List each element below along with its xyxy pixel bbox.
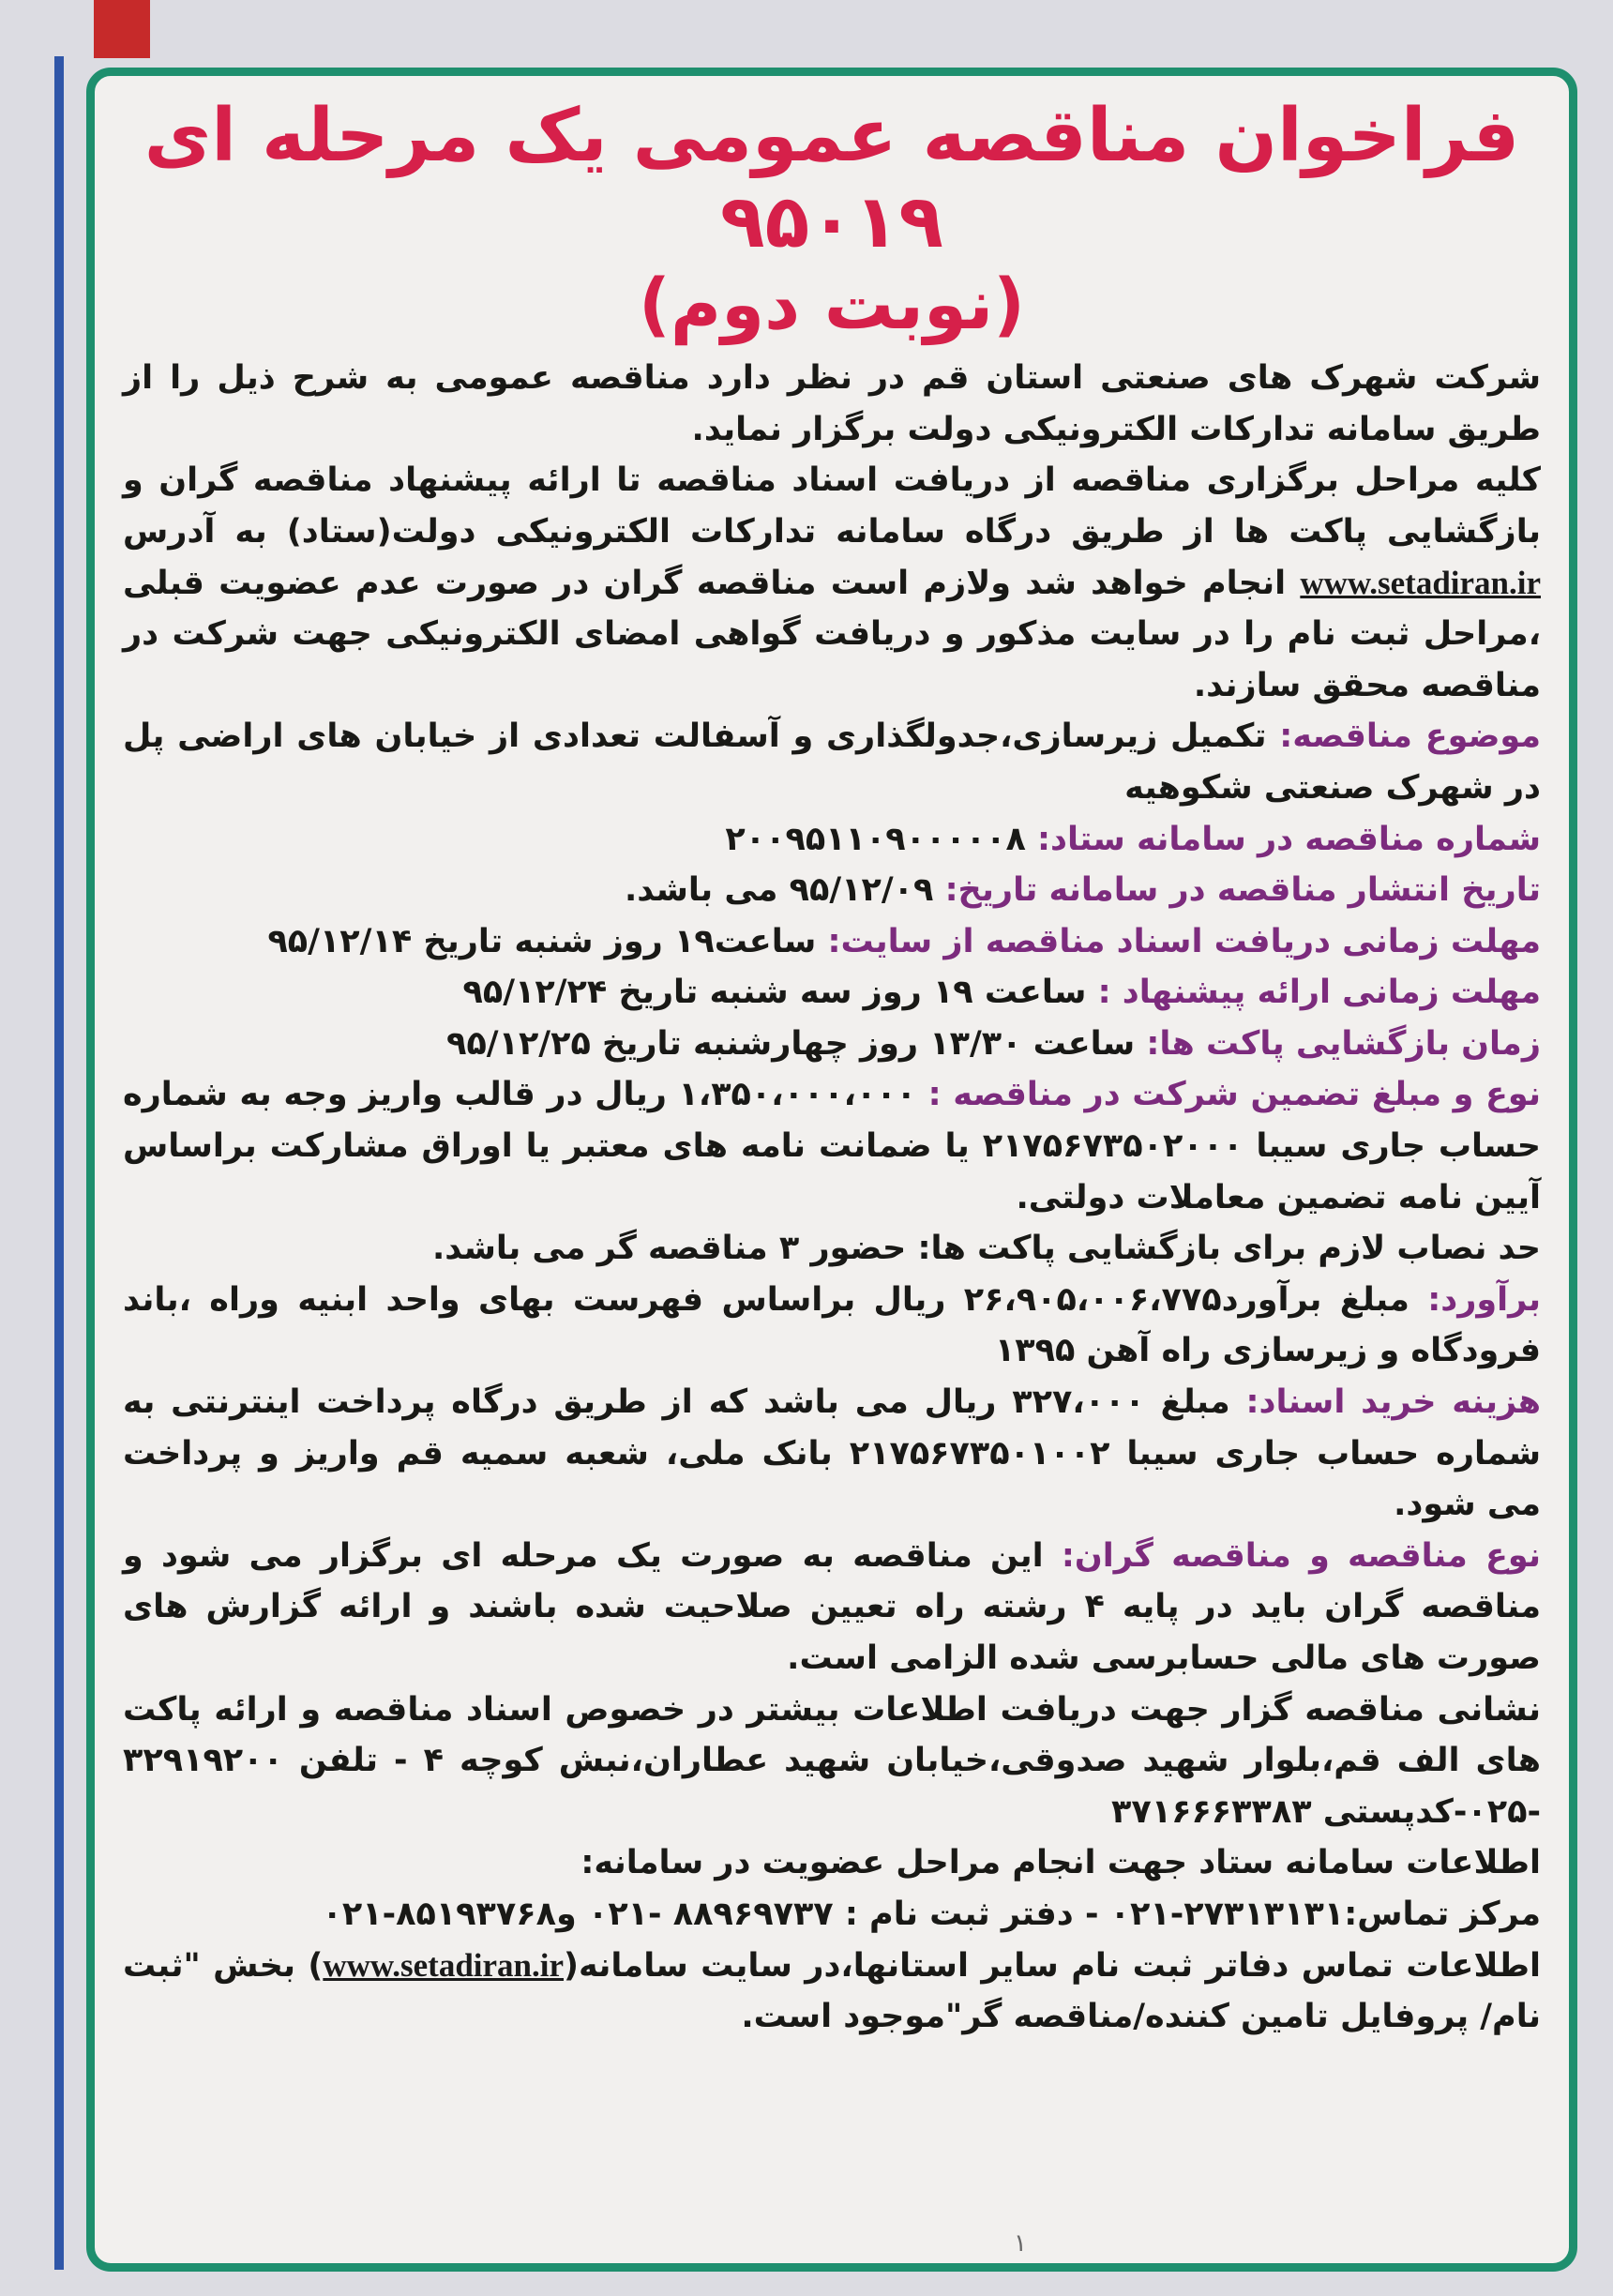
docs-deadline-label: مهلت زمانی دریافت اسناد مناقصه از سایت: <box>827 922 1541 960</box>
notice-subtitle: (نوبت دوم) <box>639 264 1025 346</box>
offer-deadline-line <box>123 967 1541 1019</box>
process-text-part2: انجام خواهد شد ولازم است مناقصه گران در صورت عدم عضویت قبلی ،مراحل ثبت نام را در سایت مذکور و دریافت گواهی امضای الکترونیکی جهت شرکت در مناقصه محقق سازند. <box>123 564 1541 704</box>
publish-date-value: ۹۵/۱۲/۰۹ می باشد. <box>624 871 934 910</box>
docs-deadline-line <box>123 916 1541 968</box>
tender-number-value: ۲۰۰۹۵۱۱۰۹۰۰۰۰۰۸ <box>725 820 1026 858</box>
subject-label: موضوع مناقصه: <box>1279 718 1542 756</box>
process-paragraph <box>123 455 1541 711</box>
footer-mark: ١ <box>1014 2229 1027 2258</box>
guarantee-label: نوع و مبلغ تضمین شرکت در مناقصه : <box>927 1076 1541 1114</box>
subject-value: تکمیل زیرسازی،جدولگذاری و آسفالت تعدادی از خیابان های اراضی پل در شهرک صنعتی شکوهیه <box>123 718 1541 807</box>
tender-type-value: این مناقصه به صورت یک مرحله ای برگزار می شود و مناقصه گران باید در پایه ۴ رشته راه تعیین صلاحیت شده باشند و ارائه گزارش های صورت های مالی حسابرسی شده الزامی است. <box>123 1536 1541 1677</box>
tender-notice <box>86 68 1577 2272</box>
opening-time-label: زمان بازگشایی پاکت ها: <box>1146 1024 1541 1063</box>
setad-info-line: اطلاعات سامانه ستاد جهت انجام مراحل عضویت در سامانه: <box>580 1844 1541 1882</box>
intro-paragraph: شرکت شهرک های صنعتی استان قم در نظر دارد مناقصه عمومی به شرح ذیل را از طریق سامانه تدارکات الکترونیکی دولت برگزار نماید. <box>123 359 1541 448</box>
doc-fee-paragraph <box>123 1377 1541 1531</box>
estimate-label: برآورد: <box>1427 1280 1542 1319</box>
address-paragraph: نشانی مناقصه گزار جهت دریافت اطلاعات بیشتر در خصوص اسناد مناقصه و ارائه پاکت های الف قم،بلوار شهید صدوقی،خیابان شهید عطاران،نبش کوچه ۴ - تلفن ۳۲۹۱۹۲۰۰ -۰۲۵-کدپستی ۳۷۱۶۶۶۳۳۸۳ <box>123 1690 1541 1831</box>
publish-date-line <box>123 865 1541 916</box>
opening-time-line <box>123 1019 1541 1070</box>
offer-deadline-label: مهلت زمانی ارائه پیشنهاد : <box>1097 974 1541 1012</box>
setad-website-link[interactable]: www.setadiran.ir <box>1300 564 1542 601</box>
estimate-paragraph <box>123 1275 1541 1377</box>
tender-number-line <box>123 814 1541 866</box>
tender-number-label: شماره مناقصه در سامانه ستاد: <box>1037 820 1541 858</box>
guarantee-paragraph <box>123 1069 1541 1223</box>
offices-paragraph <box>123 1941 1541 2043</box>
notice-body <box>123 353 1541 2043</box>
process-text-part1: کلیه مراحل برگزاری مناقصه از دریافت اسناد مناقصه تا ارائه پیشنهاد مناقصه گران و بازگشایی پاکت ها از طریق درگاه سامانه تدارکات الکترونیکی دولت(ستاد) به آدرس <box>123 461 1541 551</box>
corner-color-mark <box>94 0 150 58</box>
tender-type-paragraph <box>123 1531 1541 1684</box>
setad-website-link-2[interactable]: www.setadiran.ir <box>323 1946 565 1984</box>
quorum-line: حد نصاب لازم برای بازگشایی پاکت ها: حضور ۳ مناقصه گر می باشد. <box>432 1230 1541 1268</box>
guarantee-value: ۱،۳۵۰،۰۰۰،۰۰۰ ریال در قالب واریز وجه به شماره حساب جاری سیبا ۲۱۷۵۶۷۳۵۰۲۰۰۰ یا ضمانت نامه های معتبر یا اوراق مشارکت براساس آیین نامه تضمین معاملات دولتی. <box>123 1076 1542 1216</box>
subject-paragraph <box>123 711 1541 813</box>
contact-line: مرکز تماس:۲۷۳۱۳۱۳۱-۰۲۱ - دفتر ثبت نام : ۸۸۹۶۹۷۳۷ -۰۲۱ و۸۵۱۹۳۷۶۸-۰۲۱ <box>322 1895 1541 1933</box>
opening-time-value: ساعت ۱۳/۳۰ روز چهارشنبه تاریخ ۹۵/۱۲/۲۵ <box>446 1024 1136 1063</box>
side-blue-rule <box>54 56 64 2270</box>
tender-type-label: نوع مناقصه و مناقصه گران: <box>1061 1536 1541 1575</box>
publish-date-label: تاریخ انتشار مناقصه در سامانه تاریخ: <box>944 871 1541 910</box>
doc-fee-label: هزینه خرید اسناد: <box>1245 1383 1542 1422</box>
offices-text-part2: ) بخش "ثبت نام/ پروفایل تامین کننده/مناقصه گر"موجود است. <box>123 1946 1541 2036</box>
doc-fee-value: مبلغ ۳۲۷،۰۰۰ ریال می باشد که از طریق درگاه پرداخت اینترنتی به شماره حساب جاری سیبا ۲۱۷۵۶۷۳۵۰۱۰۰۲ بانک ملی، شعبه سمیه قم واریز و پرداخت می شود. <box>123 1383 1541 1524</box>
docs-deadline-value: ساعت۱۹ روز شنبه تاریخ ۹۵/۱۲/۱۴ <box>267 922 817 960</box>
offer-deadline-value: ساعت ۱۹ روز سه شنبه تاریخ ۹۵/۱۲/۲۴ <box>462 974 1087 1012</box>
estimate-value: مبلغ برآورد۲۶،۹۰۵،۰۰۶،۷۷۵ ریال براساس فهرست بهای واحد ابنیه وراه ،باند فرودگاه و زیرسازی راه آهن ۱۳۹۵ <box>123 1280 1541 1370</box>
offices-text-part1: اطلاعات تماس دفاتر ثبت نام سایر استانها،در سایت سامانه( <box>564 1946 1541 1985</box>
notice-title: فراخوان مناقصه عمومی یک مرحله ای ۹۵۰۱۹ <box>143 94 1520 265</box>
